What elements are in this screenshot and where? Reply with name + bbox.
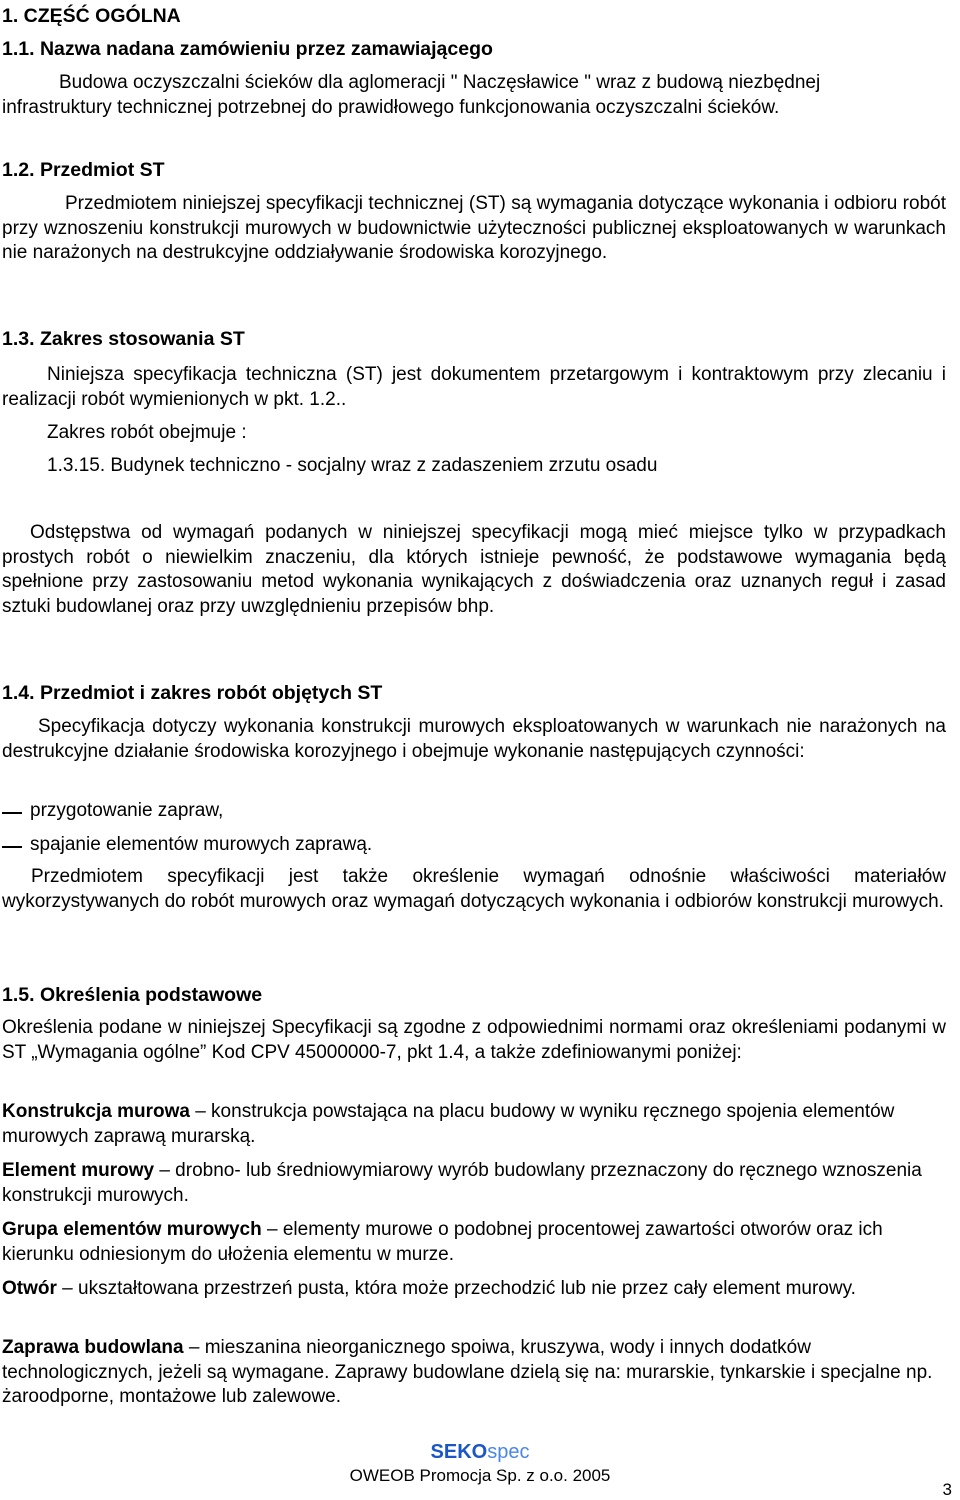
- logo-bold: SEKO: [430, 1441, 488, 1463]
- section-1-5-intro: Określenia podane w niniejszej Specyfikacji są zgodne z odpowiednimi normami oraz określeniami podanymi w ST „Wymagania ogólne” Kod CPV 45000000-7, pkt 1.4, a także zdefiniowanymi poniżej:: [2, 1017, 946, 1063]
- definition-term: Zaprawa budowlana: [2, 1337, 184, 1358]
- bullet-item: spajanie elementów murowych zaprawą.: [30, 834, 373, 855]
- bullet-dash: [2, 812, 22, 814]
- bullet-item: przygotowanie zapraw,: [30, 800, 224, 821]
- section-1-title: 1. CZĘŚĆ OGÓLNA: [2, 5, 181, 27]
- section-1-2-text: Przedmiotem niniejszej specyfikacji technicznej (ST) są wymagania dotyczące wykonania i odbioru robót przy wznoszeniu konstrukcji murowych w budownictwie użyteczności publicznej eksploatowanych w warunkach nie narażonych na destrukcyjne oddziaływanie środowiska korozyjnego.: [2, 193, 946, 263]
- scope-item: 1.3.15. Budynek techniczno - socjalny wraz z zadaszeniem zrzutu osadu: [47, 455, 658, 476]
- definition-term: Otwór: [2, 1278, 57, 1299]
- section-1-4-text: Specyfikacja dotyczy wykonania konstrukcji murowych eksploatowanych w warunkach nie narażonych na destrukcyjne działanie środowiska korozyjnego i obejmuje wykonanie następujących czynności:: [2, 716, 946, 762]
- section-1-1-title: 1.1. Nazwa nadana zamówieniu przez zamawiającego: [2, 38, 493, 60]
- section-1-4-text-2: Przedmiotem specyfikacji jest także określenie wymagań odnośnie właściwości materiałów wykorzystywanych do robót murowych oraz wymagań dotyczących wykonania i odbiorów konstrukcji murowych.: [2, 866, 946, 912]
- deviation-text: Odstępstwa od wymagań podanych w niniejszej specyfikacji mogą mieć miejsce tylko w przypadkach prostych robót o niewielkim znaczeniu, dla których istnieje pewność, że podstawowe wymagania będą spełnione przy zastosowaniu metod wykonania wynikających z doświadczenia oraz uznanych reguł i zasad sztuki budowlanej oraz przy uwzględnieniu przepisów bhp.: [2, 522, 946, 617]
- page-number: 3: [942, 1480, 952, 1499]
- section-1-3-text: Niniejsza specyfikacja techniczna (ST) jest dokumentem przetargowym i kontraktowym przy zlecaniu i realizacji robót wymienionych w pkt. 1.2..: [2, 364, 946, 410]
- section-1-4-title: 1.4. Przedmiot i zakres robót objętych ST: [2, 682, 383, 704]
- definition-term: Element murowy: [2, 1160, 155, 1181]
- definition-element-murowy: [2, 1159, 946, 1208]
- definition-desc: – ukształtowana przestrzeń pusta, która może przechodzić lub nie przez cały element murowy.: [56, 1278, 856, 1299]
- definition-otwor: [2, 1277, 946, 1302]
- definition-desc: – drobno- lub średniowymiarowy wyrób budowlany przeznaczony do ręcznego wznoszenia konstrukcji murowych.: [2, 1160, 922, 1206]
- bullet-dash: [2, 846, 22, 848]
- section-1-1-line-2: infrastruktury technicznej potrzebnej do prawidłowego funkcjonowania oczyszczalni ścieków.: [2, 97, 780, 118]
- scope-label: Zakres robót obejmuje :: [47, 422, 247, 443]
- section-1-3-title: 1.3. Zakres stosowania ST: [2, 328, 245, 350]
- section-1-5-title: 1.5. Określenia podstawowe: [2, 984, 263, 1006]
- section-1-2-title: 1.2. Przedmiot ST: [2, 159, 165, 181]
- definition-desc: – elementy murowe o podobnej procentowej zawartości otworów oraz ich kierunku odniesionym do ułożenia elementu w murze.: [2, 1219, 883, 1265]
- definition-zaprawa-budowlana: [2, 1336, 946, 1410]
- footer-logo: [0, 1441, 960, 1464]
- definition-term: Grupa elementów murowych: [2, 1219, 262, 1240]
- definition-grupa-elementow: [2, 1218, 946, 1267]
- logo-light: spec: [487, 1441, 530, 1463]
- footer-company: OWEOB Promocja Sp. z o.o. 2005: [349, 1466, 611, 1485]
- definition-term: Konstrukcja murowa: [2, 1101, 190, 1122]
- definition-konstrukcja-murowa: [2, 1100, 946, 1149]
- definition-desc: – mieszanina nieorganicznego spoiwa, kruszywa, wody i innych dodatków technologicznych, jeżeli są wymagane. Zaprawy budowlane dzielą się na: murarskie, tynkarskie i specjalne np. żaroodporne, montażowe lub zalewowe.: [2, 1337, 933, 1407]
- definition-desc: – konstrukcja powstająca na placu budowy w wyniku ręcznego spojenia elementów murowych zaprawą murarską.: [2, 1101, 895, 1147]
- section-1-1-line-1: Budowa oczyszczalni ścieków dla aglomeracji " Naczęsławice " wraz z budową niezbędnej: [59, 72, 821, 93]
